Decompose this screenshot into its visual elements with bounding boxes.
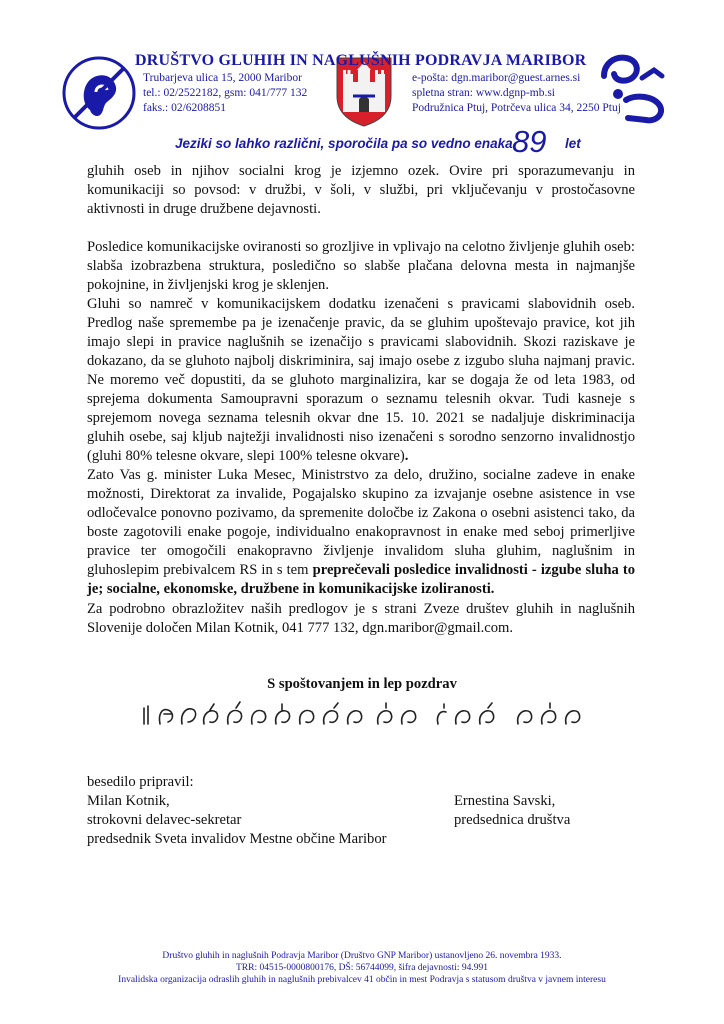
paragraph-3 (87, 295, 635, 466)
closing-greeting: S spoštovanjem in lep pozdrav (267, 676, 457, 692)
paragraph-4-bold: preprečevali posledice invalidnosti - izgube sluha to je; socialne, ekonomske, družbene in komunikacijske izoliranosti. (87, 562, 636, 597)
header-address: Trubarjeva ulica 15, 2000 Maribor (143, 72, 302, 84)
signer-left-name: Milan Kotnik, (87, 793, 170, 809)
header-contact-left (143, 71, 307, 116)
signer-right-role: predsednica društva (454, 812, 571, 828)
signature-left (87, 773, 387, 849)
anniversary-suffix: let (565, 136, 581, 151)
footer-line-2: TRR: 04515-0000800176, DŠ: 56744099, šifra dejavnosti: 94.991 (235, 963, 488, 973)
header-website: spletna stran: www.dgnp-mb.si (412, 87, 555, 99)
motto: Jeziki so lahko različni, sporočila pa so vedno enaka (175, 136, 513, 151)
header-phone: tel.: 02/2522182, gsm: 041/777 132 (143, 87, 308, 99)
header-email: e-pošta: dgn.maribor@guest.arnes.si (412, 72, 581, 84)
anniversary-years: 89 (512, 124, 547, 159)
fingerspelling-signature-icon (140, 700, 585, 730)
signature-right (454, 792, 570, 830)
paragraph-3-text: Gluhi so namreč v komunikacijskem dodatku izenačeni s pravicami slabovidnih oseb. Predlog naše spremembe pa je izenačenje pravic, da se gluhim upoštevajo pravice, kot jih imajo slepi in pravice naglušnih se izenačijo s pravicami slabovidnih. Skozi raziskave je dokazano, da se gluhoto najbolj diskriminira, saj imajo osebe z izgubo sluha najmanj pravic. Ne moremo več dopustiti, da se gluhoto marginalizira, kar se dogaja že od leta 1983, od sprejema dokumenta Samoupravni sporazum o seznamu telesnih okvar. Tudi kasneje s sprejemom novega seznama telesnih okvar dne 15. 10. 2021 se nadaljuje diskriminacija gluhih osebe, saj kljub najtežji invalidnosti niso izenačeni s sorodno senzorno invalidnostjo (gluhi 80% telesne okvare, slepi 100% telesne okvare) (87, 296, 635, 464)
prepared-by-label: besedilo pripravil: (87, 774, 194, 790)
paragraph-3-end: . (404, 448, 409, 464)
header-fax: faks.: 02/6208851 (143, 102, 227, 114)
paragraph-4-text: Zato Vas g. minister Luka Mesec, Ministrstvo za delo, družino, socialne zadeve in enake možnosti, Direktorat za invalide, Pogajalsko skupino za izvajanje osebne asistence in vse odločevalce ponovno pozivamo, da spremenite določbe iz Zakona o osebni asistenci tako, da boste zagotovili enake pogoje, individualno enakopravnost in enake med seboj primerljive pravice ter omogočili enakopravno življenje invalidom sluha gluhim, naglušnim in gluhoslepim prebivalcem RS in s tem (87, 467, 635, 578)
organization-name: DRUŠTVO GLUHIH IN NAGLUŠNIH PODRAVJA MARIBOR (135, 52, 587, 69)
paragraph-2: Posledice komunikacijske oviranosti so grozljive in vplivajo na celotno življenje gluhih oseb: slabša izobrazbena struktura, posledično so slabše plačana delovna mesta in najmanjše pokojnine, in življenjski krog je sklenjen. (87, 239, 635, 293)
ear-logo-icon (60, 52, 138, 134)
signer-left-role-2: predsednik Sveta invalidov Mestne občine Maribor (87, 831, 387, 847)
header-contact-right (412, 71, 621, 116)
paragraph-5: Za podrobno obrazložitev naših predlogov je s strani Zveze društev gluhih in naglušnih Slovenije določen Milan Kotnik, 041 777 132, dgn.maribor@gmail.com. (87, 601, 635, 636)
signer-right-name: Ernestina Savski, (454, 793, 556, 809)
signer-left-role: strokovni delavec-sekretar (87, 812, 242, 828)
footer-line-1: Društvo gluhih in naglušnih Podravja Maribor (Društvo GNP Maribor) ustanovljeno 26. novembra 1933. (162, 951, 562, 961)
header-branch: Podružnica Ptuj, Potrčeva ulica 34, 2250 Ptuj (412, 102, 621, 114)
paragraph-4 (87, 466, 635, 599)
paragraph-1: gluhih oseb in njihov socialni krog je izjemno ozek. Ovire pri sporazumevanju in komunikaciji so povsod: v družbi, v šoli, v službi, pri vključevanju v prostočasovne aktivnosti in druge družbene dejavnosti. (87, 163, 635, 217)
footer-line-3: Invalidska organizacija odraslih gluhih in naglušnih prebivalcev 41 občin in mest Podravja s statusom društva v javnem interesu (118, 975, 606, 985)
